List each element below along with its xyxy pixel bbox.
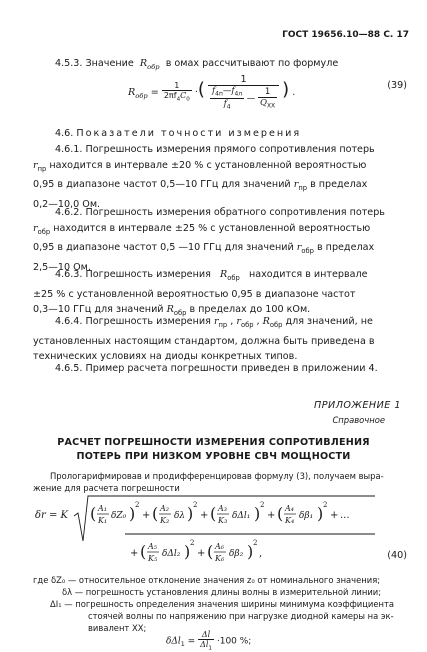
equation-number-39: (39): [387, 80, 407, 91]
f-den: f: [223, 98, 227, 109]
delta-l1-den: $\Delta l_1$: [200, 640, 212, 652]
term-3-var: δΔl₁: [232, 511, 251, 521]
symbol-r: R: [139, 58, 148, 69]
term-6-var: δβ₂: [229, 549, 244, 559]
where-line-3: ΔΙ₁ — погрешность определения значения ширины минимума коэффициента: [50, 599, 394, 609]
paragraph-462: 4.6.2. Погрешность измерения обратного сопротивления потерь $r_{обр}$ находится в интервале ±25 % с установленной вероятностью 0,95 в диапазоне частот 0,5 —10 ГГц для значений $r_{обр}$ в пределах 2,5—10 Ом.: [33, 205, 407, 275]
p464-line-1: 4.6.4. Погрешность измерения: [55, 316, 211, 327]
section-453-intro: [55, 56, 338, 76]
term-6-den: K₆: [215, 554, 225, 563]
svg-text:+: +: [267, 510, 276, 521]
q-den-sub: XX: [266, 102, 276, 110]
page-header: ГОСТ 19656.10—88 С. 17: [282, 30, 409, 40]
svg-text:(: (: [207, 542, 214, 561]
svg-text:(: (: [277, 504, 284, 523]
paragraph-464: 4.6.4. Погрешность измерения $r_{пр}$ , $r_{обр}$ , $R_{обр}$ для значений, не установленных настоящим стандартом, должна быть приведена в технических условиях на диоды конкретных типов.: [33, 314, 407, 365]
term-4-var: δβ₁: [299, 511, 314, 521]
formula-39-main-frac: [208, 74, 279, 110]
paragraph-465: 4.6.5. Пример расчета погрешности приведен в приложении 4.: [55, 363, 378, 374]
svg-text:): ): [187, 504, 194, 523]
svg-text:(: (: [140, 542, 147, 561]
svg-text:,: ,: [259, 548, 263, 559]
appendix-intro-line-1: Прологарифмировав и продифференцировав формулу (3), получаем выра-: [50, 471, 384, 481]
p462-line-2: находится в интервале ±25 % с установленной вероятностью: [53, 222, 371, 234]
p463-line-1: 4.6.3. Погрешность измерения: [55, 269, 211, 280]
p463-line-1b: находится в интервале: [248, 269, 368, 280]
formula-39-lhs-sub: обр: [135, 92, 148, 101]
svg-text:2: 2: [193, 501, 198, 509]
term-2-den: K₂: [160, 516, 170, 525]
formula-39-lhs: R: [128, 87, 136, 99]
p462-line-4: 2,5—10 Ом.: [33, 261, 91, 273]
section-46-num: 4.6.: [55, 128, 74, 139]
svg-text:+: +: [330, 510, 339, 521]
main-frac-den: $\frac{f_{4п}—f_{4л}}{f_4}$ — $\frac{1}{Q_{XX}}$: [212, 86, 276, 111]
section-453-prefix: 4.5.3. Значение: [55, 58, 134, 69]
p461-line-2: находится в интервале ±20 % с установленной вероятностью: [49, 159, 367, 171]
svg-text:2: 2: [323, 501, 328, 509]
svg-text:(: (: [210, 504, 217, 523]
formula-tail: ·100 %;: [216, 636, 252, 647]
r-obr-sub: обр: [37, 227, 51, 236]
svg-text:+: +: [142, 510, 151, 521]
svg-text:2: 2: [190, 539, 195, 547]
f-num-2: f: [231, 86, 235, 96]
formula-40: [30, 494, 380, 570]
paragraph-463: 4.6.3. Погрешность измерения $R_{обр}$ находится в интервале ±25 % с установленной вероятностью 0,95 в диапазоне частот 0,3—10 ГГц для значений $R_{обр}$ в пределах до 100 кОм.: [33, 267, 407, 322]
f-num-1-sub: 4п: [215, 90, 223, 98]
formula-39-coef: [162, 81, 192, 103]
p464-line-1b: для значений, не: [285, 316, 373, 327]
svg-text:2: 2: [253, 539, 258, 547]
term-1-num: A₁: [98, 504, 107, 513]
p461-line-3: 0,95 в диапазоне частот 0,5—10 ГГц для значений: [33, 179, 291, 191]
where-line-5: вивалент ХХ;: [88, 623, 147, 633]
r-pr-symbol: r: [33, 159, 38, 171]
f-den-sub: 4: [226, 103, 231, 111]
appendix-title-line-2: ПОТЕРЬ ПРИ НИЗКОМ УРОВНЕ СВЧ МОЩНОСТИ: [76, 451, 351, 462]
term-5-num: A₅: [148, 542, 157, 551]
section-453-suffix: в омах рассчитывают по формуле: [165, 58, 339, 69]
term-5-den: K₅: [148, 554, 158, 563]
inner-frac-num: [210, 86, 244, 99]
q-num: 1: [258, 87, 277, 98]
minus-sign: —: [222, 86, 232, 96]
svg-text:): ): [129, 504, 136, 523]
coef-den-tail-sub: 0: [186, 96, 190, 103]
svg-text:): ): [184, 542, 191, 561]
term-5-var: δΔl₂: [162, 549, 181, 559]
formula-40-lhs: δr = K: [35, 510, 69, 521]
svg-text:): ): [247, 542, 254, 561]
coef-num: 1: [162, 81, 192, 91]
delta-l1-num: Δl: [198, 630, 214, 640]
symbol-r-sub: обр: [147, 62, 160, 71]
q-den: [258, 98, 277, 110]
r-pr-sub: пр: [37, 164, 47, 173]
svg-text:): ): [254, 504, 261, 523]
coef-den-tail: C: [180, 91, 187, 101]
delta-l1-frac: [198, 630, 214, 652]
section-46-title: [55, 126, 301, 142]
p461-line-3b: в пределах: [310, 179, 368, 191]
p462-line-3b: в пределах: [316, 242, 375, 254]
paragraph-461: 4.6.1. Погрешность измерения прямого сопротивления потерь $r_{пр}$ находится в интервале ±20 % с установленной вероятностью 0,95 в диапазоне частот 0,5—10 ГГц для значений $r_{пр}$ в пределах 0,2—10,0 Ом.: [33, 142, 407, 212]
p464-line-2: установленных настоящим стандартом, должна быть приведена в: [33, 335, 375, 347]
term-1-var: δZ₀: [111, 511, 127, 521]
appendix-title-line-1: РАСЧЕТ ПОГРЕШНОСТИ ИЗМЕРЕНИЯ СОПРОТИВЛЕНИЯ: [57, 437, 370, 448]
p463-line-3: 0,3—10 ГГц для значений: [33, 304, 164, 316]
inner-frac: [210, 86, 244, 110]
svg-text:...: ...: [340, 510, 350, 521]
appendix-label: ПРИЛОЖЕНИЕ 1: [314, 400, 401, 411]
inner-frac-den: [210, 99, 244, 111]
svg-text:2: 2: [260, 501, 265, 509]
svg-text:(: (: [152, 504, 159, 523]
term-4-den: K₄: [285, 516, 295, 525]
coef-den: [162, 91, 192, 103]
term-6-num: A₆: [215, 542, 224, 551]
p462-line-3: 0,95 в диапазоне частот 0,5 —10 ГГц для значений: [33, 242, 294, 254]
term-1-den: K₁: [98, 516, 108, 525]
svg-text:+: +: [197, 548, 206, 559]
section-46-text: Показатели точности измерения: [76, 128, 302, 139]
coef-den-sub: 4: [176, 96, 181, 103]
where-line-2: δλ — погрешность установления длины волны в измерительной линии;: [62, 587, 382, 597]
paren-1: (: [90, 504, 97, 523]
f-num-1: f: [212, 86, 216, 96]
p462-line-1: 4.6.2. Погрешность измерения обратного сопротивления потерь: [55, 207, 385, 218]
where-line-1: где δZ₀ — относительное отклонение значения z₀ от номинального значения;: [33, 575, 381, 585]
q-frac: [258, 87, 277, 110]
svg-text:2: 2: [135, 501, 140, 509]
appendix-intro-line-2: жение для расчета погрешности: [33, 483, 180, 493]
p464-line-3: технических условиях на диоды конкретных типов.: [33, 351, 298, 363]
p461-line-1: 4.6.1. Погрешность измерения прямого сопротивления потерь: [55, 144, 375, 155]
term-4-num: A₄: [285, 504, 294, 513]
term-2-var: δλ: [174, 511, 186, 521]
p461-line-4: 0,2—10,0 Ом.: [33, 198, 101, 210]
p463-line-3b: в пределах до 100 кОм.: [189, 304, 311, 316]
formula-39: $R_{обр}$ = $\frac{1}{2\pi f_4C_0}$ ·( 1 $\frac{f_{4п}—f_{4л}}{f_4}$ — $\frac{1}{Q_{XX}}$ ) .: [128, 74, 296, 111]
term-3-den: K₃: [218, 516, 228, 525]
coef-den-main: 2πf: [163, 91, 177, 101]
term-2-num: A₂: [160, 504, 169, 513]
q-den-main: Q: [259, 97, 267, 108]
where-line-4: стоячей волны по напряжению при нагрузке диодной камеры на эк-: [88, 611, 394, 621]
f-num-2-sub: 4л: [234, 90, 243, 98]
r-obr-symbol: r: [33, 222, 38, 234]
appendix-sublabel: Справочное: [332, 415, 385, 425]
svg-text:): ): [317, 504, 324, 523]
equation-number-40: (40): [387, 550, 407, 561]
svg-text:+: +: [130, 548, 139, 559]
svg-text:+: +: [200, 510, 209, 521]
term-3-num: A₃: [218, 504, 227, 513]
formula-delta-l1: δΔl$_1$ = $\frac{\Delta l}{\Delta l_1}$ ·100 %;: [166, 630, 252, 652]
main-frac-num: 1: [208, 74, 279, 86]
p463-line-2: ±25 % с установленной вероятностью 0,95 в диапазоне частот: [33, 288, 356, 300]
